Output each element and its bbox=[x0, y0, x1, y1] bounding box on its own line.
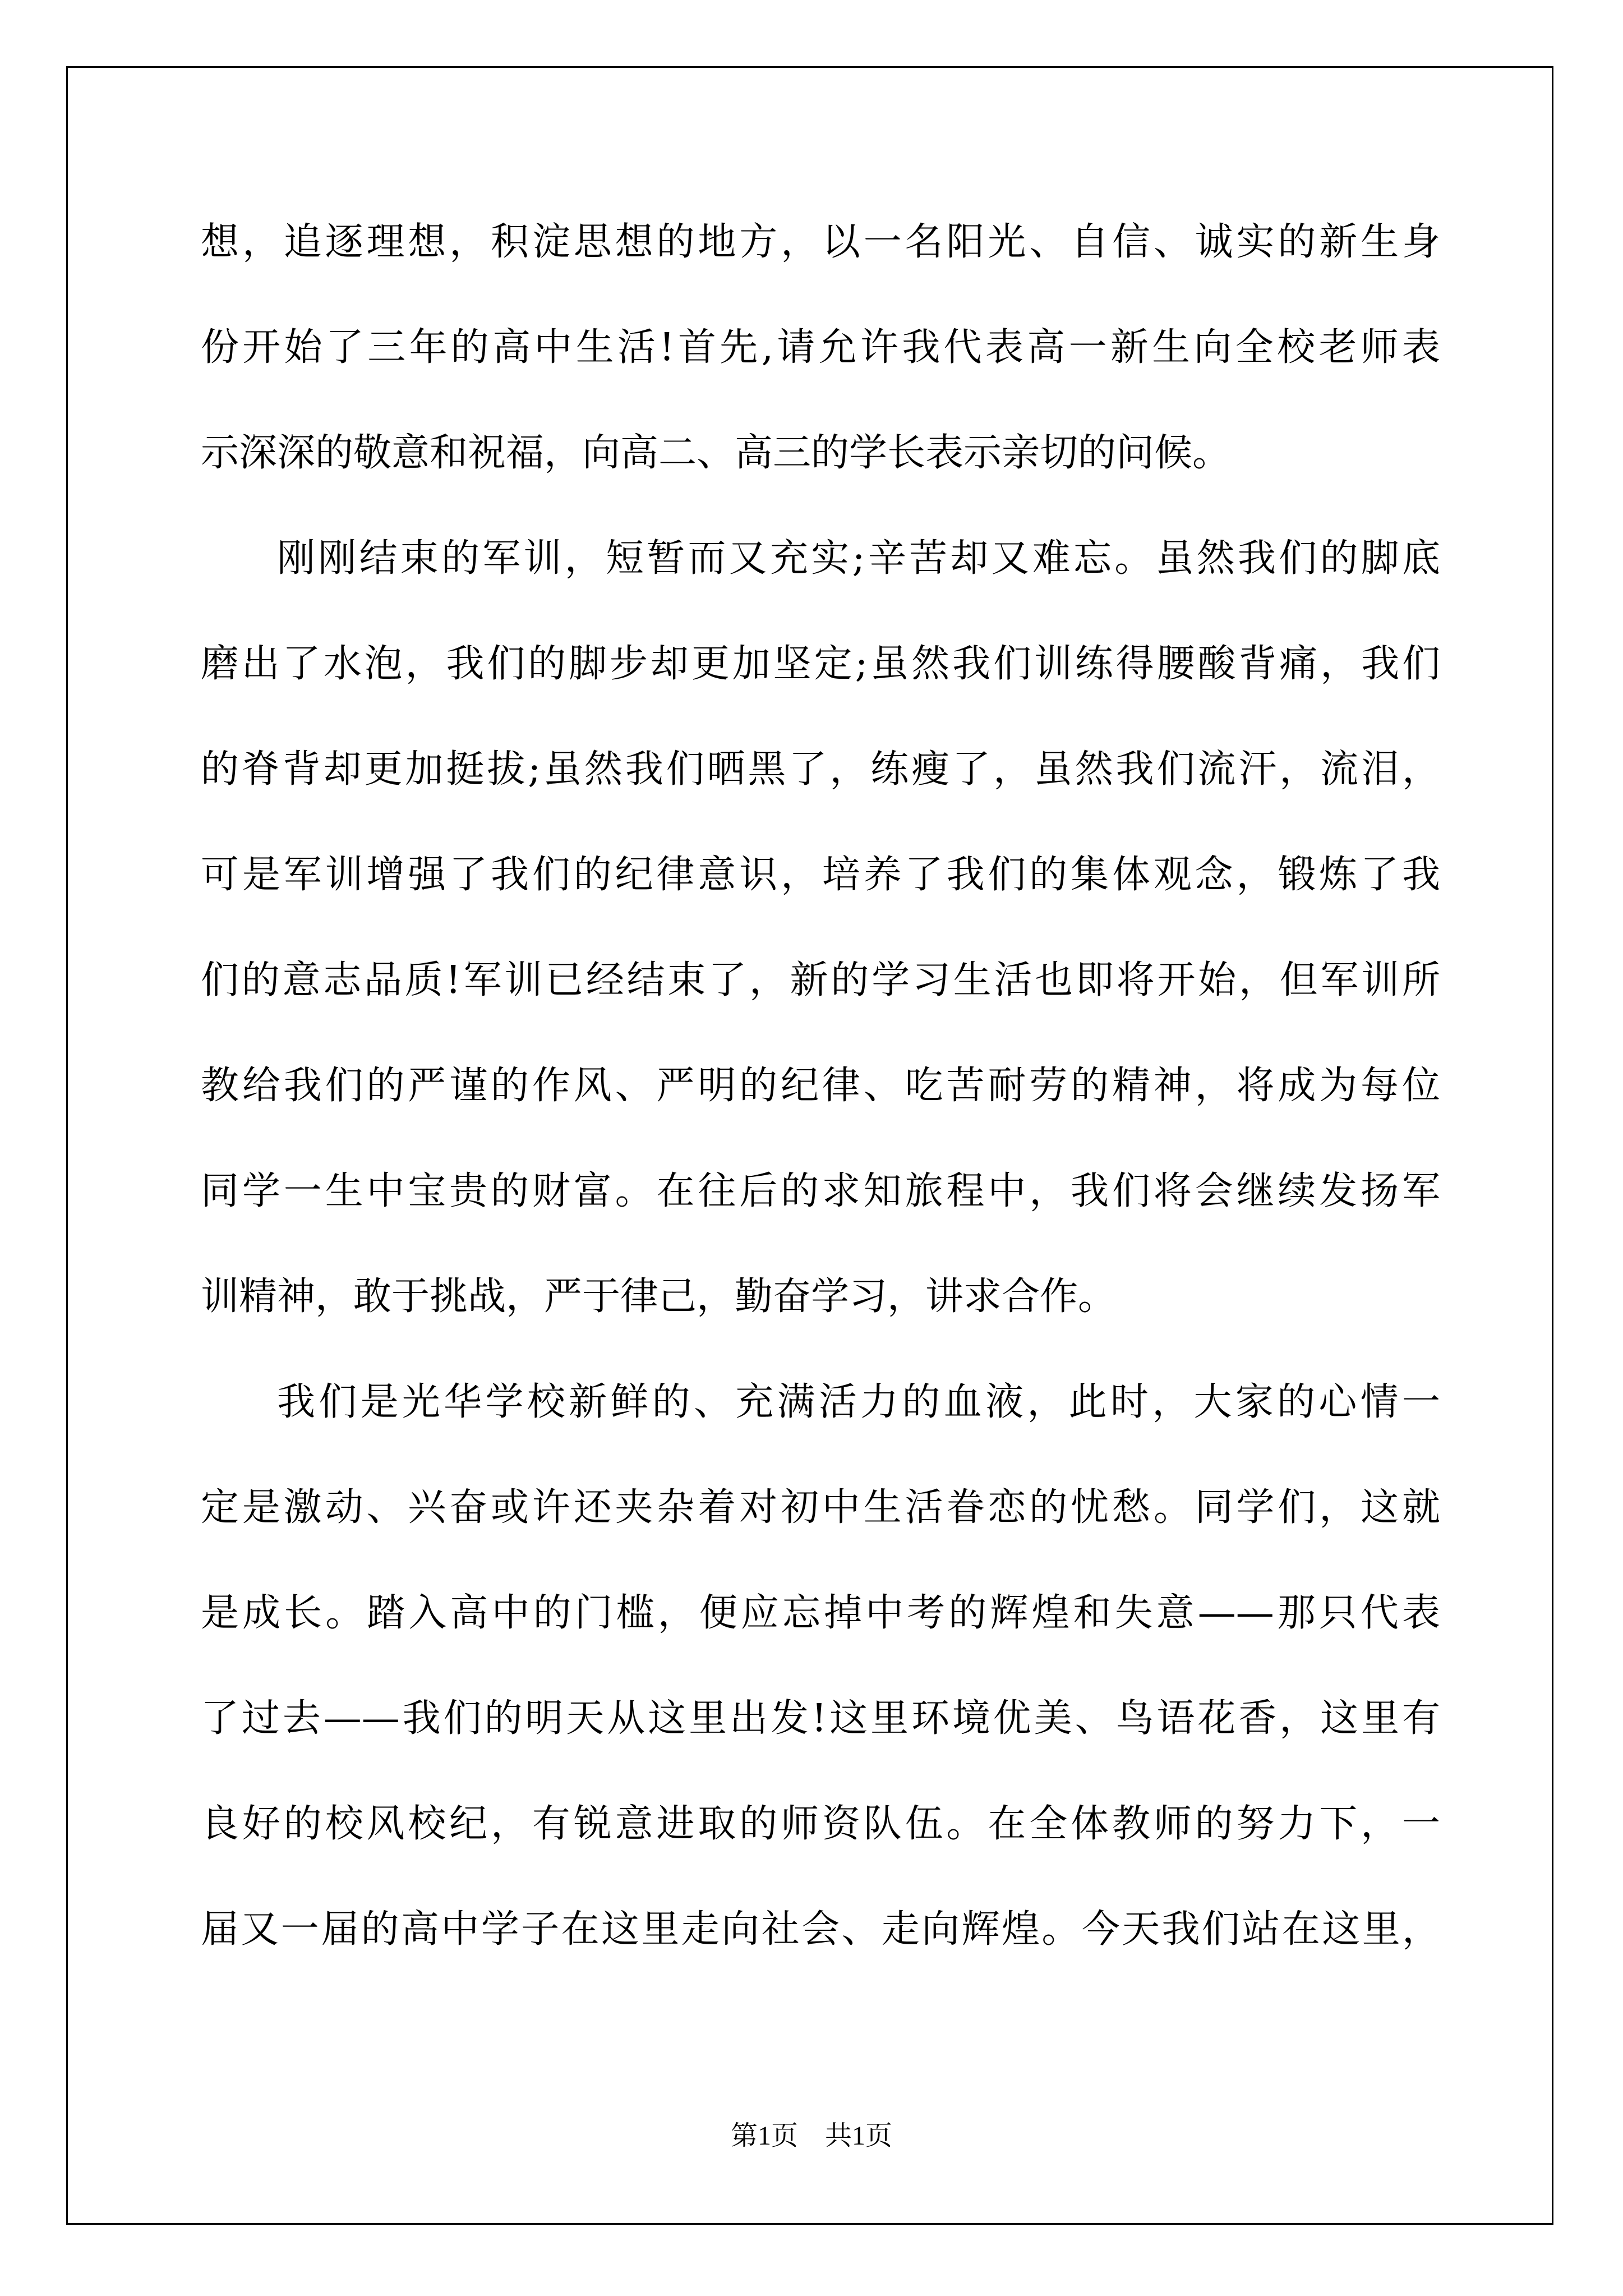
paragraph-1 bbox=[201, 190, 1440, 506]
text-line: 我们是光华学校新鲜的、充满活力的血液，此时，大家的心情一 bbox=[277, 1380, 1440, 1424]
text-line: 定是激动、兴奋或许还夹杂着对初中生活眷恋的忧愁。同学们，这就 bbox=[201, 1485, 1440, 1530]
text-line: 教给我们的严谨的作风、严明的纪律、吃苦耐劳的精神，将成为每位 bbox=[201, 1064, 1440, 1108]
text-line: 了过去——我们的明天从这里出发!这里环境优美、鸟语花香，这里有 bbox=[201, 1696, 1440, 1741]
text-line: 磨出了水泡，我们的脚步却更加坚定;虽然我们训练得腰酸背痛，我们 bbox=[201, 642, 1440, 686]
text-line: 想，追逐理想，积淀思想的地方，以一名阳光、自信、诚实的新生身 bbox=[201, 220, 1440, 264]
document-body bbox=[201, 190, 1440, 1982]
paragraph-3 bbox=[201, 1350, 1440, 1982]
text-line: 们的意志品质!军训已经结束了，新的学习生活也即将开始，但军训所 bbox=[201, 958, 1440, 1002]
text-line: 训精神，敢于挑战，严于律己，勤奋学习，讲求合作。 bbox=[201, 1274, 1117, 1319]
text-line: 同学一生中宝贵的财富。在往后的求知旅程中，我们将会继续发扬军 bbox=[201, 1169, 1440, 1213]
text-line: 份开始了三年的高中生活!首先,请允许我代表高一新生向全校老师表 bbox=[201, 325, 1440, 370]
text-line: 可是军训增强了我们的纪律意识，培养了我们的集体观念，锻炼了我 bbox=[201, 853, 1440, 897]
text-line: 是成长。踏入高中的门槛，便应忘掉中考的辉煌和失意——那只代表 bbox=[201, 1591, 1440, 1635]
paragraph-2 bbox=[201, 506, 1440, 1350]
text-line: 届又一届的高中学子在这里走向社会、走向辉煌。今天我们站在这里， bbox=[201, 1907, 1440, 1952]
text-line: 示深深的敬意和祝福，向高二、高三的学长表示亲切的问候。 bbox=[201, 431, 1231, 475]
text-line: 刚刚结束的军训，短暂而又充实;辛苦却又难忘。虽然我们的脚底 bbox=[277, 536, 1440, 581]
text-line: 的脊背却更加挺拔;虽然我们晒黑了，练瘦了，虽然我们流汗，流泪， bbox=[201, 747, 1440, 792]
text-line: 良好的校风校纪，有锐意进取的师资队伍。在全体教师的努力下，一 bbox=[201, 1802, 1440, 1846]
page-footer: 第1页 共1页 bbox=[730, 2121, 892, 2151]
